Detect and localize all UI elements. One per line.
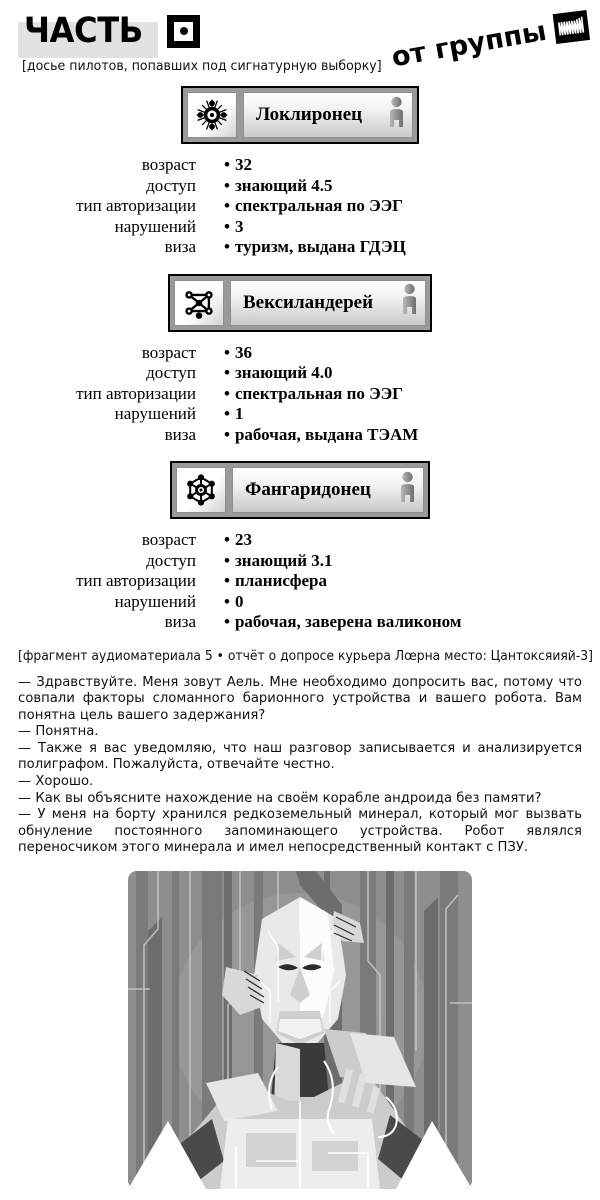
data-value-auth-text: спектральная по ЭЭГ: [234, 196, 403, 215]
bullet-marker: •: [224, 155, 230, 174]
pilot-name: Локлиронец: [256, 104, 363, 125]
fragment-note: [фрагмент аудиоматериала 5 • отчёт о допросе курьера Лœрна место: Цантоксяияй-3]: [18, 648, 593, 664]
data-row: [0, 384, 600, 405]
bullet-marker: •: [224, 363, 230, 382]
bullet-marker: •: [224, 175, 230, 195]
pilot-entry: [0, 86, 600, 258]
data-value-violations: [224, 592, 243, 613]
data-label-visa: виза: [164, 424, 196, 444]
data-row: [0, 530, 600, 551]
transcript-line: — Также я вас уведомляю, что наш разговор записывается и анализируется полиграфом. Пожалуйста, отвечайте честно.: [18, 740, 582, 773]
data-value-auth: [224, 571, 327, 592]
data-label-age: возраст: [141, 155, 196, 174]
data-label-auth: тип авторизации: [76, 383, 196, 403]
data-row: [0, 237, 600, 258]
data-value-violations-text: 0: [234, 591, 244, 611]
pilot-name: Фангаридонец: [245, 479, 371, 500]
bullet-marker: •: [224, 383, 230, 403]
data-value-visa: [224, 237, 406, 258]
data-row: [0, 363, 600, 384]
transcript-line: — У меня на борту хранился редкоземельный минерал, который мог вызвать обнуление постоянного запоминающего устройства. Робот являлся переносчиком этого минерала и имел непосредственный контакт с ПЗУ.: [18, 807, 582, 856]
data-label-violations: нарушений: [114, 591, 196, 611]
data-row: [0, 217, 600, 238]
bullet-marker: •: [224, 550, 230, 570]
data-label-age: возраст: [141, 342, 196, 362]
square-dot-icon-inner: [174, 22, 193, 41]
person-silhouette-icon: [387, 96, 406, 135]
android-portrait-illustration-svg: [128, 871, 472, 1189]
data-value-age-text: 36: [234, 342, 252, 362]
data-row: [0, 551, 600, 572]
data-label-visa: виза: [164, 612, 196, 631]
transcript-line: — Хорошо.: [18, 774, 94, 790]
bullet-marker: •: [224, 196, 230, 215]
pilot-name: Вексиландерей: [243, 291, 374, 313]
data-value-violations-text: 1: [234, 404, 244, 423]
pilot-data-table: [0, 343, 600, 446]
data-row: [0, 404, 600, 425]
hex-star-emblem-svg: [183, 472, 219, 508]
bullet-marker: •: [224, 571, 230, 590]
radial-burst-emblem: [187, 92, 237, 138]
data-label-access: доступ: [146, 175, 196, 195]
data-label-violations: нарушений: [114, 216, 196, 236]
data-row: [0, 343, 600, 364]
pilot-card[interactable]: [168, 274, 432, 332]
data-value-age-text: 32: [234, 155, 252, 174]
person-silhouette-icon-svg: [398, 471, 417, 505]
bullet-marker: •: [224, 216, 230, 236]
bullet-marker: •: [224, 530, 230, 549]
square-dot-icon-dot: [180, 27, 188, 35]
data-value-age: [224, 530, 252, 551]
data-value-visa: [224, 425, 418, 446]
data-row: [0, 155, 600, 176]
data-value-violations: [224, 404, 243, 425]
page-subtitle: [досье пилотов, попавших под сигнатурную выборку]: [22, 58, 382, 74]
data-label-violations: нарушений: [114, 404, 196, 423]
data-value-access-text: знающий 4.0: [234, 363, 333, 382]
data-value-auth-text: планисфера: [234, 571, 327, 590]
comb-logo-icon-svg: [556, 14, 586, 39]
data-value-violations: [224, 217, 243, 238]
data-value-access-text: знающий 4.5: [234, 175, 333, 195]
data-label-age: возраст: [141, 530, 196, 549]
brand-label: от группы: [388, 15, 549, 74]
data-row: [0, 176, 600, 197]
person-silhouette-icon: [400, 283, 419, 322]
data-row: [0, 571, 600, 592]
person-silhouette-icon-svg: [387, 96, 406, 130]
bullet-marker: •: [224, 591, 230, 611]
data-value-auth: [224, 384, 403, 405]
transcript-line: — Как вы объясните нахождение на своём корабле андроида без памяти?: [18, 790, 542, 806]
transcript-line: — Понятна.: [18, 724, 99, 740]
brand-group: [389, 8, 591, 73]
pilot-card[interactable]: [181, 86, 419, 144]
pilot-data-table: [0, 530, 600, 633]
data-value-age-text: 23: [234, 530, 252, 549]
data-value-violations-text: 3: [234, 216, 244, 236]
data-row: [0, 612, 600, 633]
data-value-visa-text: туризм, выдана ГДЭЦ: [234, 237, 406, 256]
pilot-nameplate: [232, 467, 424, 513]
pilot-entry: [0, 461, 600, 633]
transcript-line: — Здравствуйте. Меня зовут Аель. Мне необходимо допросить вас, потому что совпали факторы сломанного барионного устройства и вашего робота. Вам понятна цель вашего задержания?: [18, 674, 582, 723]
node-graph-emblem: [174, 280, 224, 326]
title-group: [24, 11, 200, 51]
pilot-data-table: [0, 155, 600, 258]
page-title: ЧАСТЬ: [24, 11, 143, 51]
node-graph-emblem-svg: [181, 285, 217, 321]
bullet-marker: •: [224, 237, 230, 256]
data-value-age: [224, 343, 252, 364]
hex-star-emblem: [176, 467, 226, 513]
pilot-entry: [0, 274, 600, 446]
data-value-access: [224, 363, 333, 384]
data-row: [0, 425, 600, 446]
data-value-visa: [224, 612, 461, 633]
bullet-marker: •: [224, 612, 230, 631]
person-silhouette-icon-svg: [400, 283, 419, 317]
data-value-auth: [224, 196, 403, 217]
data-label-auth: тип авторизации: [76, 571, 196, 590]
data-value-visa-text: рабочая, заверена валиконом: [234, 612, 462, 631]
data-value-access-text: знающий 3.1: [234, 550, 333, 570]
data-row: [0, 592, 600, 613]
data-value-auth-text: спектральная по ЭЭГ: [234, 383, 403, 403]
pilot-nameplate: [230, 280, 426, 326]
bullet-marker: •: [224, 342, 230, 362]
page-header: [0, 0, 600, 86]
data-value-access: [224, 176, 333, 197]
android-portrait-illustration: [128, 871, 472, 1189]
data-label-visa: виза: [164, 237, 196, 256]
data-value-age: [224, 155, 252, 176]
square-dot-icon: [167, 15, 200, 48]
bullet-marker: •: [224, 404, 230, 423]
comb-logo-icon: [553, 9, 590, 43]
data-row: [0, 196, 600, 217]
data-label-auth: тип авторизации: [76, 196, 196, 215]
data-value-visa-text: рабочая, выдана ТЭАМ: [234, 424, 419, 444]
bullet-marker: •: [224, 424, 230, 444]
transcript-body: [18, 675, 582, 858]
data-label-access: доступ: [146, 550, 196, 570]
data-label-access: доступ: [146, 363, 196, 382]
radial-burst-emblem-svg: [194, 97, 230, 133]
data-value-access: [224, 551, 333, 572]
pilot-card[interactable]: [170, 461, 430, 519]
person-silhouette-icon: [398, 471, 417, 510]
pilot-nameplate: [243, 92, 413, 138]
